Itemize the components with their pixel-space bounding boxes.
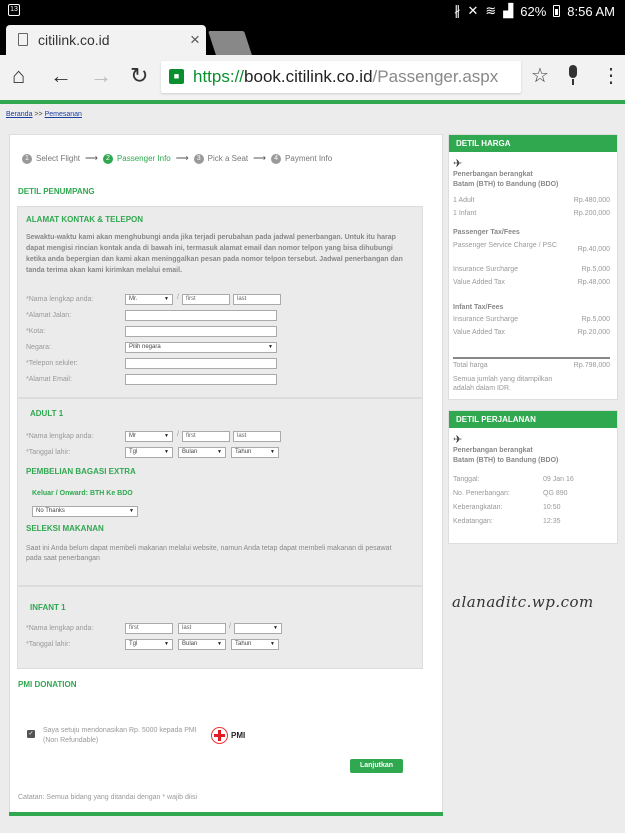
- passenger-detail-heading: DETIL PENUMPANG: [18, 187, 95, 196]
- adult-year-select[interactable]: Tahun ▼: [231, 447, 279, 458]
- watermark-text: alanaditc.wp.com: [452, 593, 594, 611]
- address-bar[interactable]: [161, 61, 521, 93]
- contact-last-name-input[interactable]: last: [233, 294, 281, 305]
- city-input[interactable]: [125, 326, 277, 337]
- pmi-heading: PMI DONATION: [18, 680, 77, 689]
- total-price-row: Total harga Rp.798,000: [453, 357, 610, 369]
- infant-name-label: *Nama lengkap anda:: [26, 625, 94, 632]
- baggage-select[interactable]: No Thanks ▼: [32, 506, 138, 517]
- step-arrow-icon: ⟶: [175, 153, 189, 163]
- name-slash: /: [177, 294, 179, 301]
- tab-title: citilink.co.id: [38, 32, 110, 48]
- close-tab-icon[interactable]: ×: [190, 30, 200, 49]
- overflow-menu-icon[interactable]: ⋮: [601, 65, 621, 87]
- trip-arrival-row: Kedatangan: 12:35: [453, 518, 561, 525]
- trip-detail-heading: DETIL PERJALANAN: [449, 411, 617, 428]
- pmi-logo: [211, 727, 245, 744]
- pmi-donation-checkbox[interactable]: ✓: [28, 731, 34, 737]
- trip-flight-route: [453, 446, 613, 466]
- trip-date-row: Tanggal: 09 Jan 16: [453, 476, 574, 483]
- step-label: Select Flight: [36, 154, 81, 163]
- breadcrumb-home-link[interactable]: Beranda: [6, 111, 33, 118]
- mute-icon: ✕: [467, 3, 479, 18]
- email-label: *Alamat Email:: [26, 376, 72, 383]
- main-panel-bottom-bar: [9, 812, 443, 816]
- price-row: Insurance Surcharge Rp.5,000: [453, 266, 610, 273]
- country-select[interactable]: Pilih negara ▼: [125, 342, 277, 353]
- step-arrow-icon: ⟶: [253, 153, 267, 163]
- country-label: Negara:: [26, 344, 51, 351]
- infant-first-name-input[interactable]: first: [125, 623, 173, 634]
- price-row: Passenger Service Charge / PSC Rp.40,000: [453, 242, 610, 253]
- infant-dob-label: *Tanggal lahir:: [26, 641, 71, 648]
- adult-dob-label: *Tanggal lahir:: [26, 449, 71, 456]
- continue-button[interactable]: Lanjutkan: [350, 759, 403, 773]
- infant-heading: INFANT 1: [30, 603, 66, 612]
- price-row: 1 Adult Rp.480,000: [453, 197, 610, 204]
- breadcrumb-current-link[interactable]: Pemesanan: [44, 111, 82, 118]
- breadcrumb: [6, 111, 82, 118]
- step-label: Pick a Seat: [207, 154, 249, 163]
- adult-name-label: *Nama lengkap anda:: [26, 433, 94, 440]
- status-icons: [454, 3, 615, 19]
- passenger-tax-heading: Passenger Tax/Fees: [453, 229, 520, 236]
- step-passenger-info: [103, 154, 171, 164]
- contact-first-name-input[interactable]: first: [182, 294, 230, 305]
- price-detail-panel: [448, 134, 618, 400]
- page-bottom: [0, 820, 625, 833]
- price-row: Value Added Tax Rp.48,000: [453, 279, 610, 286]
- mobile-phone-input[interactable]: [125, 358, 277, 369]
- infant-last-name-input[interactable]: last: [178, 623, 226, 634]
- city-label: *Kota:: [26, 328, 46, 335]
- meal-heading: SELEKSI MAKANAN: [26, 524, 104, 533]
- step-number: 3: [194, 154, 204, 164]
- name-slash: /: [229, 623, 231, 630]
- trip-detail-panel: [448, 410, 618, 544]
- android-status-bar: [0, 0, 625, 22]
- battery-icon: [553, 5, 560, 17]
- airplane-icon: ✈: [453, 434, 463, 446]
- step-payment-info: [271, 154, 332, 164]
- currency-note: Semua jumlah yang ditampilkan adalah dalam IDR.: [453, 376, 553, 392]
- airplane-icon: ✈: [453, 158, 463, 170]
- page-icon: [18, 33, 28, 46]
- lock-icon[interactable]: ■: [169, 69, 184, 84]
- new-tab-button[interactable]: [208, 31, 252, 55]
- tab-strip: [0, 22, 625, 55]
- price-detail-heading: DETIL HARGA: [449, 135, 617, 152]
- step-label: Passenger Info: [116, 154, 171, 163]
- reload-icon[interactable]: ↻: [130, 63, 149, 88]
- mobile-phone-label: *Telepon seluler:: [26, 360, 78, 367]
- route-line: Batam (BTH) to Bandung (BDO): [453, 181, 559, 188]
- street-label: *Alamat Jalan:: [26, 312, 72, 319]
- required-fields-note: Catatan: Semua bidang yang ditandai dengan * wajib diisi: [18, 794, 198, 801]
- passenger-form-panel: [9, 134, 443, 816]
- microphone-icon[interactable]: [566, 65, 580, 87]
- adult-last-name-input[interactable]: last: [233, 431, 281, 442]
- clock: 8:56 AM: [567, 3, 615, 19]
- contact-description: Sewaktu-waktu kami akan menghubungi anda jika terjadi perubahan pada jadwal penerbangan. Untuk itu harap dapat mengisi rincian kontak anda di bawah ini, termasuk alamat email dan nomor telpon yang bisa dihubungi ketika anda bepergian dan kami akan meninggalkan pesan pada nomor telpon tersebut. Jadwal penerbangan dan tanda terima akan kami kirimkan melalui email.: [26, 234, 403, 274]
- infant-tax-heading: Infant Tax/Fees: [453, 304, 504, 311]
- pmi-logo-text: PMI: [231, 731, 246, 740]
- url-text[interactable]: https://book.citilink.co.id/Passenger.aspx: [193, 67, 499, 86]
- contact-section: [17, 206, 423, 398]
- wifi-icon: ≋: [485, 3, 497, 18]
- price-flight-route: [453, 170, 613, 190]
- infant-year-select[interactable]: Tahun ▼: [231, 639, 279, 650]
- name-slash: /: [177, 431, 179, 438]
- infant-month-select[interactable]: Bulan ▼: [178, 639, 226, 650]
- signal-icon: ▟: [503, 3, 514, 18]
- adult-month-select[interactable]: Bulan ▼: [178, 447, 226, 458]
- step-number: 4: [271, 154, 281, 164]
- contact-title-select[interactable]: Mr. ▼: [125, 294, 173, 305]
- notification-icon: 13: [8, 4, 20, 16]
- infant-day-select[interactable]: Tgl ▼: [125, 639, 173, 650]
- price-row: Insurance Surcharge Rp.5,000: [453, 316, 610, 323]
- infant-section: [17, 586, 423, 669]
- pmi-donation-label: Saya setuju mendonasikan Rp. 5000 kepada PMI (Non Refundable): [43, 727, 197, 744]
- bluetooth-icon: ∦: [453, 3, 461, 18]
- step-number: 1: [22, 154, 32, 164]
- home-icon[interactable]: ⌂: [12, 63, 26, 88]
- step-label: Payment Info: [285, 154, 333, 163]
- browser-tab[interactable]: [6, 25, 206, 55]
- trip-flight-number-row: No. Penerbangan: QG 890: [453, 490, 568, 497]
- full-name-label: *Nama lengkap anda:: [26, 296, 94, 303]
- baggage-heading: PEMBELIAN BAGASI EXTRA: [26, 467, 136, 476]
- price-row: 1 Infant Rp.200,000: [453, 210, 610, 217]
- back-icon[interactable]: ←: [50, 63, 72, 88]
- meal-description: Saat ini Anda belum dapat membeli makanan melalui website, namun Anda tetap dapat membeli makanan di pesawat pada saat penerbangan: [26, 545, 392, 562]
- forward-icon[interactable]: →: [90, 63, 112, 88]
- street-input[interactable]: [125, 310, 277, 321]
- contact-heading: ALAMAT KONTAK & TELEPON: [26, 215, 144, 224]
- price-row: Value Added Tax Rp.20,000: [453, 329, 610, 336]
- baggage-route: Keluar / Onward: BTH Ke BDO: [32, 490, 133, 497]
- battery-percent: 62%: [520, 3, 547, 19]
- step-arrow-icon: ⟶: [85, 153, 98, 163]
- red-cross-icon: [211, 727, 228, 744]
- breadcrumb-separator: >>: [34, 111, 43, 118]
- route-line: Batam (BTH) to Bandung (BDO): [453, 457, 559, 464]
- route-line: Penerbangan berangkat: [453, 171, 533, 178]
- step-number: 2: [103, 154, 113, 164]
- browser-toolbar: [0, 55, 625, 100]
- step-select-flight: [22, 154, 80, 164]
- adult-heading: ADULT 1: [30, 409, 64, 418]
- email-input[interactable]: [125, 374, 277, 385]
- step-pick-seat: [194, 154, 248, 164]
- adult-first-name-input[interactable]: first: [182, 431, 230, 442]
- adult-section: [17, 398, 423, 586]
- booking-steps: [22, 153, 332, 164]
- route-line: Penerbangan berangkat: [453, 447, 533, 454]
- trip-departure-row: Keberangkatan: 10:50: [453, 504, 561, 511]
- adult-title-select[interactable]: Mr ▼: [125, 431, 173, 442]
- adult-day-select[interactable]: Tgl ▼: [125, 447, 173, 458]
- infant-extra-select[interactable]: [234, 623, 282, 634]
- header-accent-bar: [0, 100, 625, 104]
- bookmark-star-icon[interactable]: ☆: [531, 65, 549, 87]
